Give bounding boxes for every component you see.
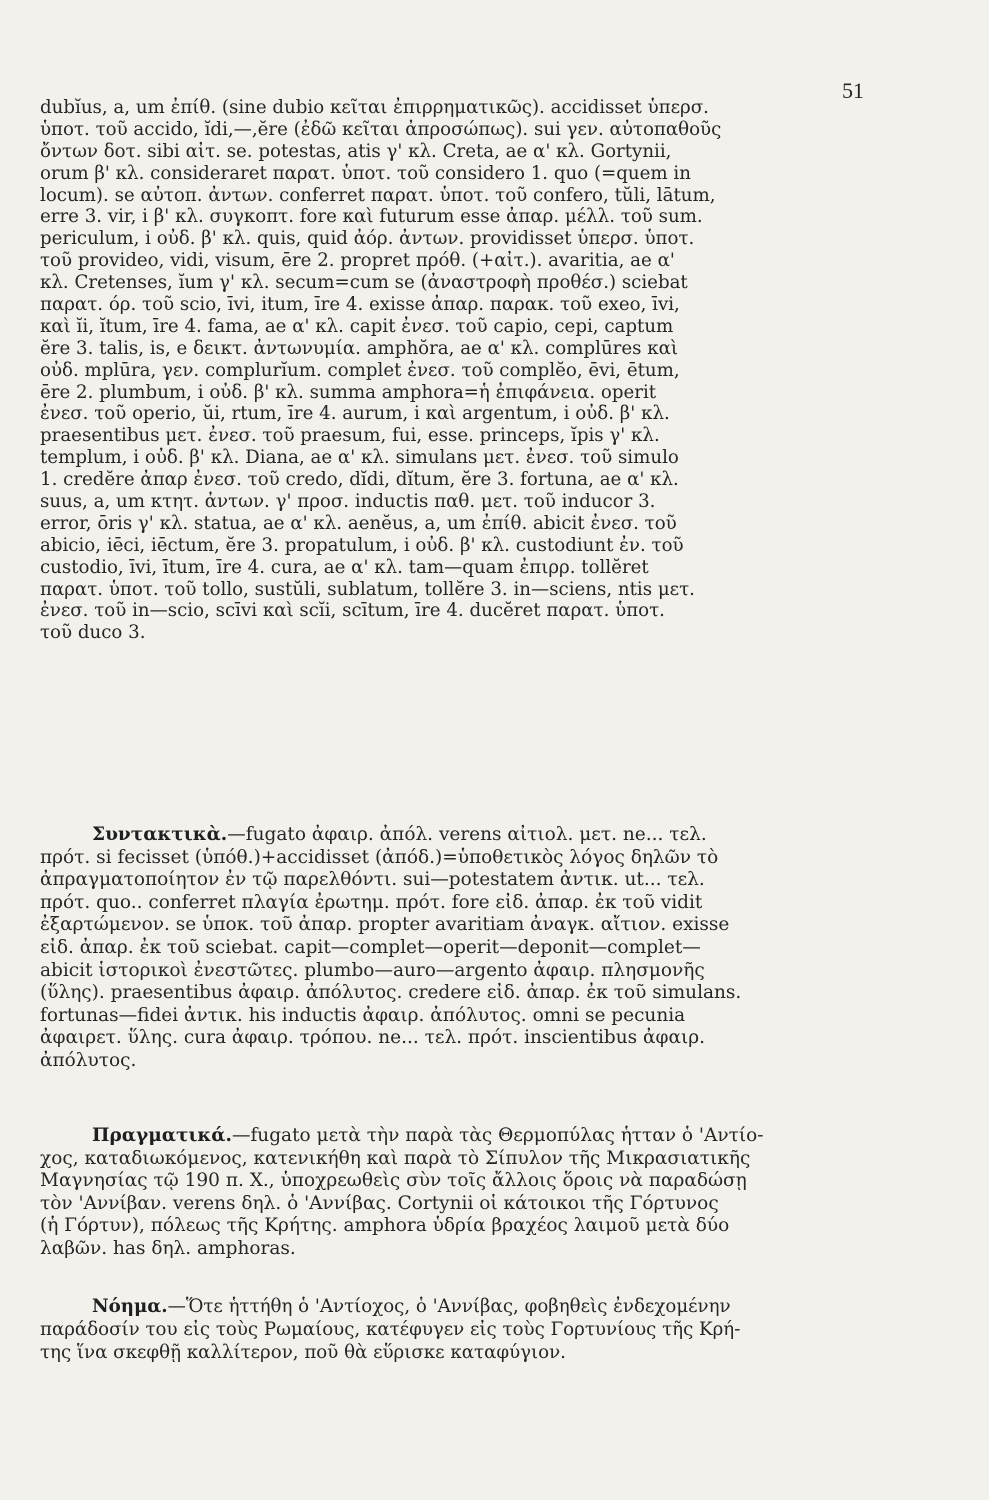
vocabulary-line: τοῦ provideo, vidi, visum, ēre 2. propret πρόθ. (+αἰτ.). avaritia, ae α': [40, 250, 675, 272]
meaning-line: παράδοσίν του εἰς τοὺς Ρωμαίους, κατέφυγεν εἰς τοὺς Γορτυνίους τῆς Κρή-: [40, 1318, 741, 1340]
facts-line: —fugato μετὰ τὴν παρὰ τὰς Θερμοπύλας ἧτταν ὁ 'Αντίο-: [231, 1125, 764, 1146]
facts-line: χος, καταδιωκόμενος, κατενικήθη καὶ παρὰ τὸ Σίπυλον τῆς Μικρασιατικῆς: [40, 1147, 751, 1169]
vocabulary-line: καὶ ĭi, ĭtum, īre 4. fama, ae α' κλ. capit ἐνεσ. τοῦ capio, cepi, captum: [40, 315, 674, 337]
vocabulary-line: παρατ. όρ. τοῦ scio, īvi, itum, īre 4. exisse ἀπαρ. παρακ. τοῦ exeo, īvi,: [40, 294, 680, 316]
vocabulary-line: praesentibus μετ. ἐνεσ. τοῦ praesum, fui, esse. princeps, ĭpis γ' κλ.: [40, 425, 660, 447]
facts-line: λαβῶν. has δηλ. amphoras.: [40, 1237, 296, 1259]
syntax-line: ἀπόλυτος.: [40, 1049, 137, 1071]
syntax-section: [40, 824, 955, 1073]
vocabulary-line: ĕre 3. talis, is, e δεικτ. ἀντωνυμία. amphŏra, ae α' κλ. complūres καὶ: [40, 337, 679, 359]
syntax-line: εἰδ. ἀπαρ. ἐκ τοῦ sciebat. capit—complet—operit—deponit—complet—: [40, 936, 701, 958]
syntax-line: (ὕλης). praesentibus ἀφαιρ. ἀπόλυτος. credere εἰδ. ἀπαρ. ἐκ τοῦ simulans.: [40, 982, 742, 1004]
vocabulary-line: orum β' κλ. consideraret παρατ. ὑποτ. τοῦ considero 1. quo (=quem in: [40, 162, 691, 184]
facts-heading: Πραγματικά.: [92, 1125, 232, 1146]
syntax-line: πρότ. quo.. conferret πλαγία ἐρωτημ. πρότ. fore εἰδ. ἀπαρ. ἐκ τοῦ vidit: [40, 891, 703, 913]
vocabulary-line: ὄντων δοτ. sibi αἰτ. se. potestas, atis γ' κλ. Creta, ae α' κλ. Gortynii,: [40, 140, 672, 162]
meaning-section: [40, 1296, 955, 1364]
vocabulary-line: ὑποτ. τοῦ accido, ĭdi,—,ĕre (ἐδῶ κεῖται ἀπροσώπως). sui γεν. αὐτοπαθοῦς: [40, 118, 722, 140]
facts-line: (ἡ Γόρτυν), πόλεως τῆς Κρήτης. amphora ὑδρία βραχέος λαιμοῦ μετὰ δύο: [40, 1215, 730, 1237]
meaning-heading: Νόημα.: [92, 1296, 168, 1317]
vocabulary-line: custodio, īvi, ītum, īre 4. cura, ae α' κλ. tam—quam ἐπιρρ. tollĕret: [40, 556, 649, 578]
vocabulary-line: templum, i οὐδ. β' κλ. Diana, ae α' κλ. simulans μετ. ἐνεσ. τοῦ simulo: [40, 447, 679, 469]
vocabulary-line: τοῦ duco 3.: [40, 622, 146, 644]
vocabulary-line: suus, a, um κτητ. ἀντων. γ' προσ. inductis παθ. μετ. τοῦ inducor 3.: [40, 491, 656, 513]
vocabulary-line: οὐδ. mplūra, γεν. complurĭum. complet ἐνεσ. τοῦ complĕo, ēvi, ētum,: [40, 359, 680, 381]
vocabulary-line: error, ōris γ' κλ. statua, ae α' κλ. aenĕus, a, um ἐπίθ. abicit ἐνεσ. τοῦ: [40, 512, 677, 534]
vocabulary-line: abicio, iēci, iēctum, ĕre 3. propatulum, i οὐδ. β' κλ. custodiunt ἐν. τοῦ: [40, 534, 684, 556]
vocabulary-line: locum). se αὐτοπ. ἀντων. conferret παρατ. ὑποτ. τοῦ confero, tŭli, lātum,: [40, 184, 716, 206]
vocabulary-line: παρατ. ὑποτ. τοῦ tollo, sustŭli, sublatum, tollĕre 3. in—sciens, ntis μετ.: [40, 578, 695, 600]
syntax-line: πρότ. si fecisset (ὑπόθ.)+accidisset (ἀπόδ.)=ὑποθετικὸς λόγος δηλῶν τὸ: [40, 846, 719, 868]
syntax-heading: Συντακτικὰ.: [92, 824, 228, 845]
vocabulary-line: periculum, i οὐδ. β' κλ. quis, quid ἀόρ. ἀντων. providisset ὑπερσ. ὑποτ.: [40, 228, 695, 250]
facts-first-line: [40, 1125, 955, 1148]
vocabulary-line: erre 3. vir, i β' κλ. συγκοπτ. fore καὶ futurum esse ἀπαρ. μέλλ. τοῦ sum.: [40, 206, 703, 228]
page-number: 51: [842, 78, 864, 103]
syntax-line: ἀφαιρετ. ὕλης. cura ἀφαιρ. τρόπου. ne... τελ. πρότ. inscientibus ἀφαιρ.: [40, 1027, 705, 1049]
syntax-line: abicit ἱστορικοὶ ἐνεστῶτες. plumbo—auro—argento ἀφαιρ. πλησμονῆς: [40, 959, 705, 981]
syntax-first-line: [40, 824, 955, 847]
vocabulary-line: dubĭus, a, um ἐπίθ. (sine dubio κεῖται ἐπιρρηματικῶς). accidisset ὑπερσ.: [40, 97, 709, 118]
vocabulary-line: 1. credĕre ἀπαρ ἐνεσ. τοῦ credo, dĭdi, dĭtum, ĕre 3. fortuna, ae α' κλ.: [40, 469, 679, 491]
vocabulary-section: [40, 97, 955, 644]
meaning-line: —Ὅτε ἡττήθη ὁ 'Αντίοχος, ὁ 'Αννίβας, φοβηθεὶς ἐνδεχομένην: [167, 1296, 731, 1317]
meaning-first-line: [40, 1296, 955, 1319]
vocabulary-line: ēre 2. plumbum, i οὐδ. β' κλ. summa amphora=ἡ ἐπιφάνεια. operit: [40, 381, 657, 403]
facts-section: [40, 1125, 955, 1261]
vocabulary-line: κλ. Cretenses, ĭum γ' κλ. secum=cum se (ἀναστροφὴ προθέσ.) sciebat: [40, 272, 688, 294]
meaning-line: της ἵνα σκεφθῇ καλλίτερον, ποῦ θὰ εὕρισκε καταφύγιον.: [40, 1341, 566, 1363]
syntax-line: ἐξαρτώμενον. se ὑποκ. τοῦ ἀπαρ. propter avaritiam ἀναγκ. αἴτιον. exisse: [40, 914, 730, 936]
vocabulary-line: ἐνεσ. τοῦ in—scio, scīvi καὶ scĭi, scītum, īre 4. ducĕret παρατ. ὑποτ.: [40, 600, 665, 622]
syntax-line: —fugato ἀφαιρ. ἀπόλ. verens αἰτιολ. μετ. ne... τελ.: [227, 824, 707, 845]
facts-line: Μαγνησίας τῷ 190 π. Χ., ὑποχρεωθεὶς σὺν τοῖς ἄλλοις ὅροις νὰ παραδώσῃ: [40, 1170, 747, 1192]
syntax-line: ἀπραγματοποίητον ἐν τῷ παρελθόντι. sui—potestatem ἀντικ. ut... τελ.: [40, 869, 705, 891]
facts-line: τὸν 'Αννίβαν. verens δηλ. ὁ 'Αννίβας. Cortynii οἱ κάτοικοι τῆς Γόρτυνος: [40, 1192, 719, 1214]
syntax-line: fortunas—fidei ἀντικ. his inductis ἀφαιρ. ἀπόλυτος. omni se pecunia: [40, 1004, 686, 1026]
vocabulary-line: ἐνεσ. τοῦ operio, ŭi, rtum, īre 4. aurum, i καὶ argentum, i οὐδ. β' κλ.: [40, 403, 670, 425]
